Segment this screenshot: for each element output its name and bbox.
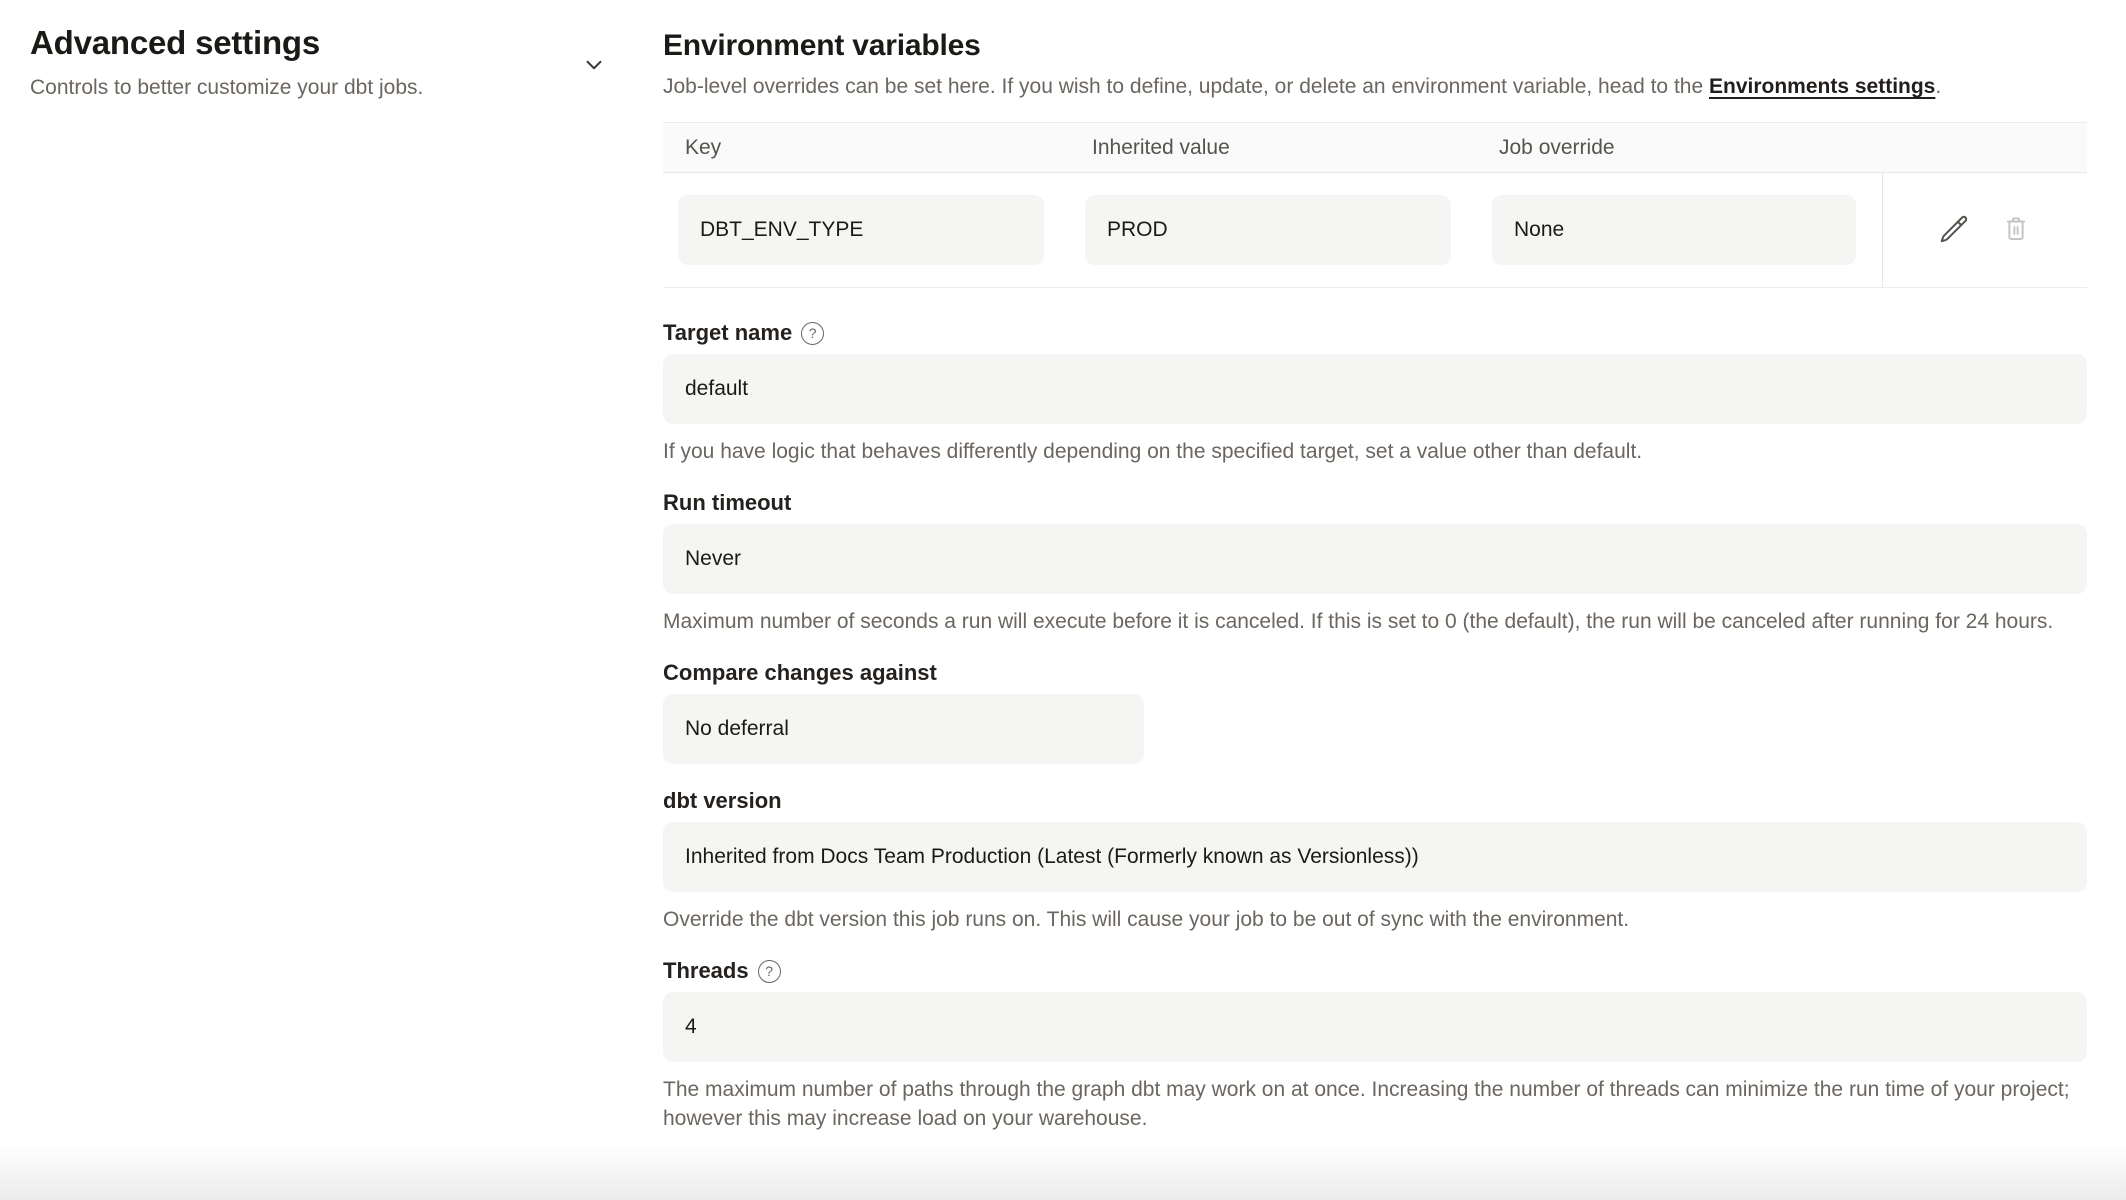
target-name-input[interactable] [663,354,2087,424]
threads-helper: The maximum number of paths through the graph dbt may work on at once. Increasing the number of threads can minimize the run time of your project; however this may increase load on your warehouse. [663,1078,2070,1130]
chevron-down-icon [581,52,607,81]
column-header-inherited-value: Inherited value [1092,135,1230,159]
field-target-name [663,320,2087,466]
env-var-inherited-value-cell: PROD [1085,195,1451,265]
trash-icon [2001,214,2031,247]
compare-changes-input[interactable] [663,694,1144,764]
env-vars-description-period: . [1935,75,1942,98]
section-header [30,0,585,101]
dbt-version-label: dbt version [663,788,782,813]
run-timeout-label: Run timeout [663,490,792,515]
env-vars-description [663,72,2087,101]
field-run-timeout [663,490,2087,636]
env-vars-table [663,122,2087,288]
env-vars-description-text: Job-level overrides can be set here. If you wish to define, update, or delete an environment variable, head to the [663,75,1709,98]
scroll-shadow [0,1145,2126,1200]
help-icon[interactable]: ? [758,960,781,983]
dbt-version-input[interactable] [663,822,2087,892]
row-actions [1882,173,2087,287]
environments-settings-link[interactable]: Environments settings [1708,75,1936,98]
run-timeout-input[interactable] [663,524,2087,594]
target-name-helper: If you have logic that behaves differently depending on the specified target, set a value other than default. [663,440,1643,463]
page-subtitle: Controls to better customize your dbt jobs. [30,76,424,99]
advanced-settings-form [663,0,2087,1133]
pencil-icon [1939,214,1969,247]
field-threads [663,958,2087,1133]
page-title: Advanced settings [30,24,321,61]
column-header-key: Key [685,135,722,159]
run-timeout-helper: Maximum number of seconds a run will execute before it is canceled. If this is set to 0 (the default), the run will be canceled after running for 24 hours. [663,610,2054,633]
target-name-label: Target name [663,320,793,345]
delete-env-var-button[interactable] [1996,210,2036,250]
compare-changes-label: Compare changes against [663,660,937,685]
field-dbt-version [663,788,2087,934]
field-compare-changes-against [663,660,2087,764]
edit-env-var-button[interactable] [1934,210,1974,250]
env-vars-table-header [663,123,2087,173]
threads-label: Threads [663,958,749,983]
threads-input[interactable] [663,992,2087,1062]
env-var-key-cell: DBT_ENV_TYPE [678,195,1044,265]
help-icon[interactable]: ? [801,322,824,345]
collapse-section-button[interactable] [578,50,610,82]
table-row [663,173,2087,288]
env-var-job-override-cell: None [1492,195,1856,265]
env-vars-title: Environment variables [663,29,981,62]
dbt-version-helper: Override the dbt version this job runs on. This will cause your job to be out of sync with the environment. [663,908,1630,931]
column-header-job-override: Job override [1499,135,1615,159]
